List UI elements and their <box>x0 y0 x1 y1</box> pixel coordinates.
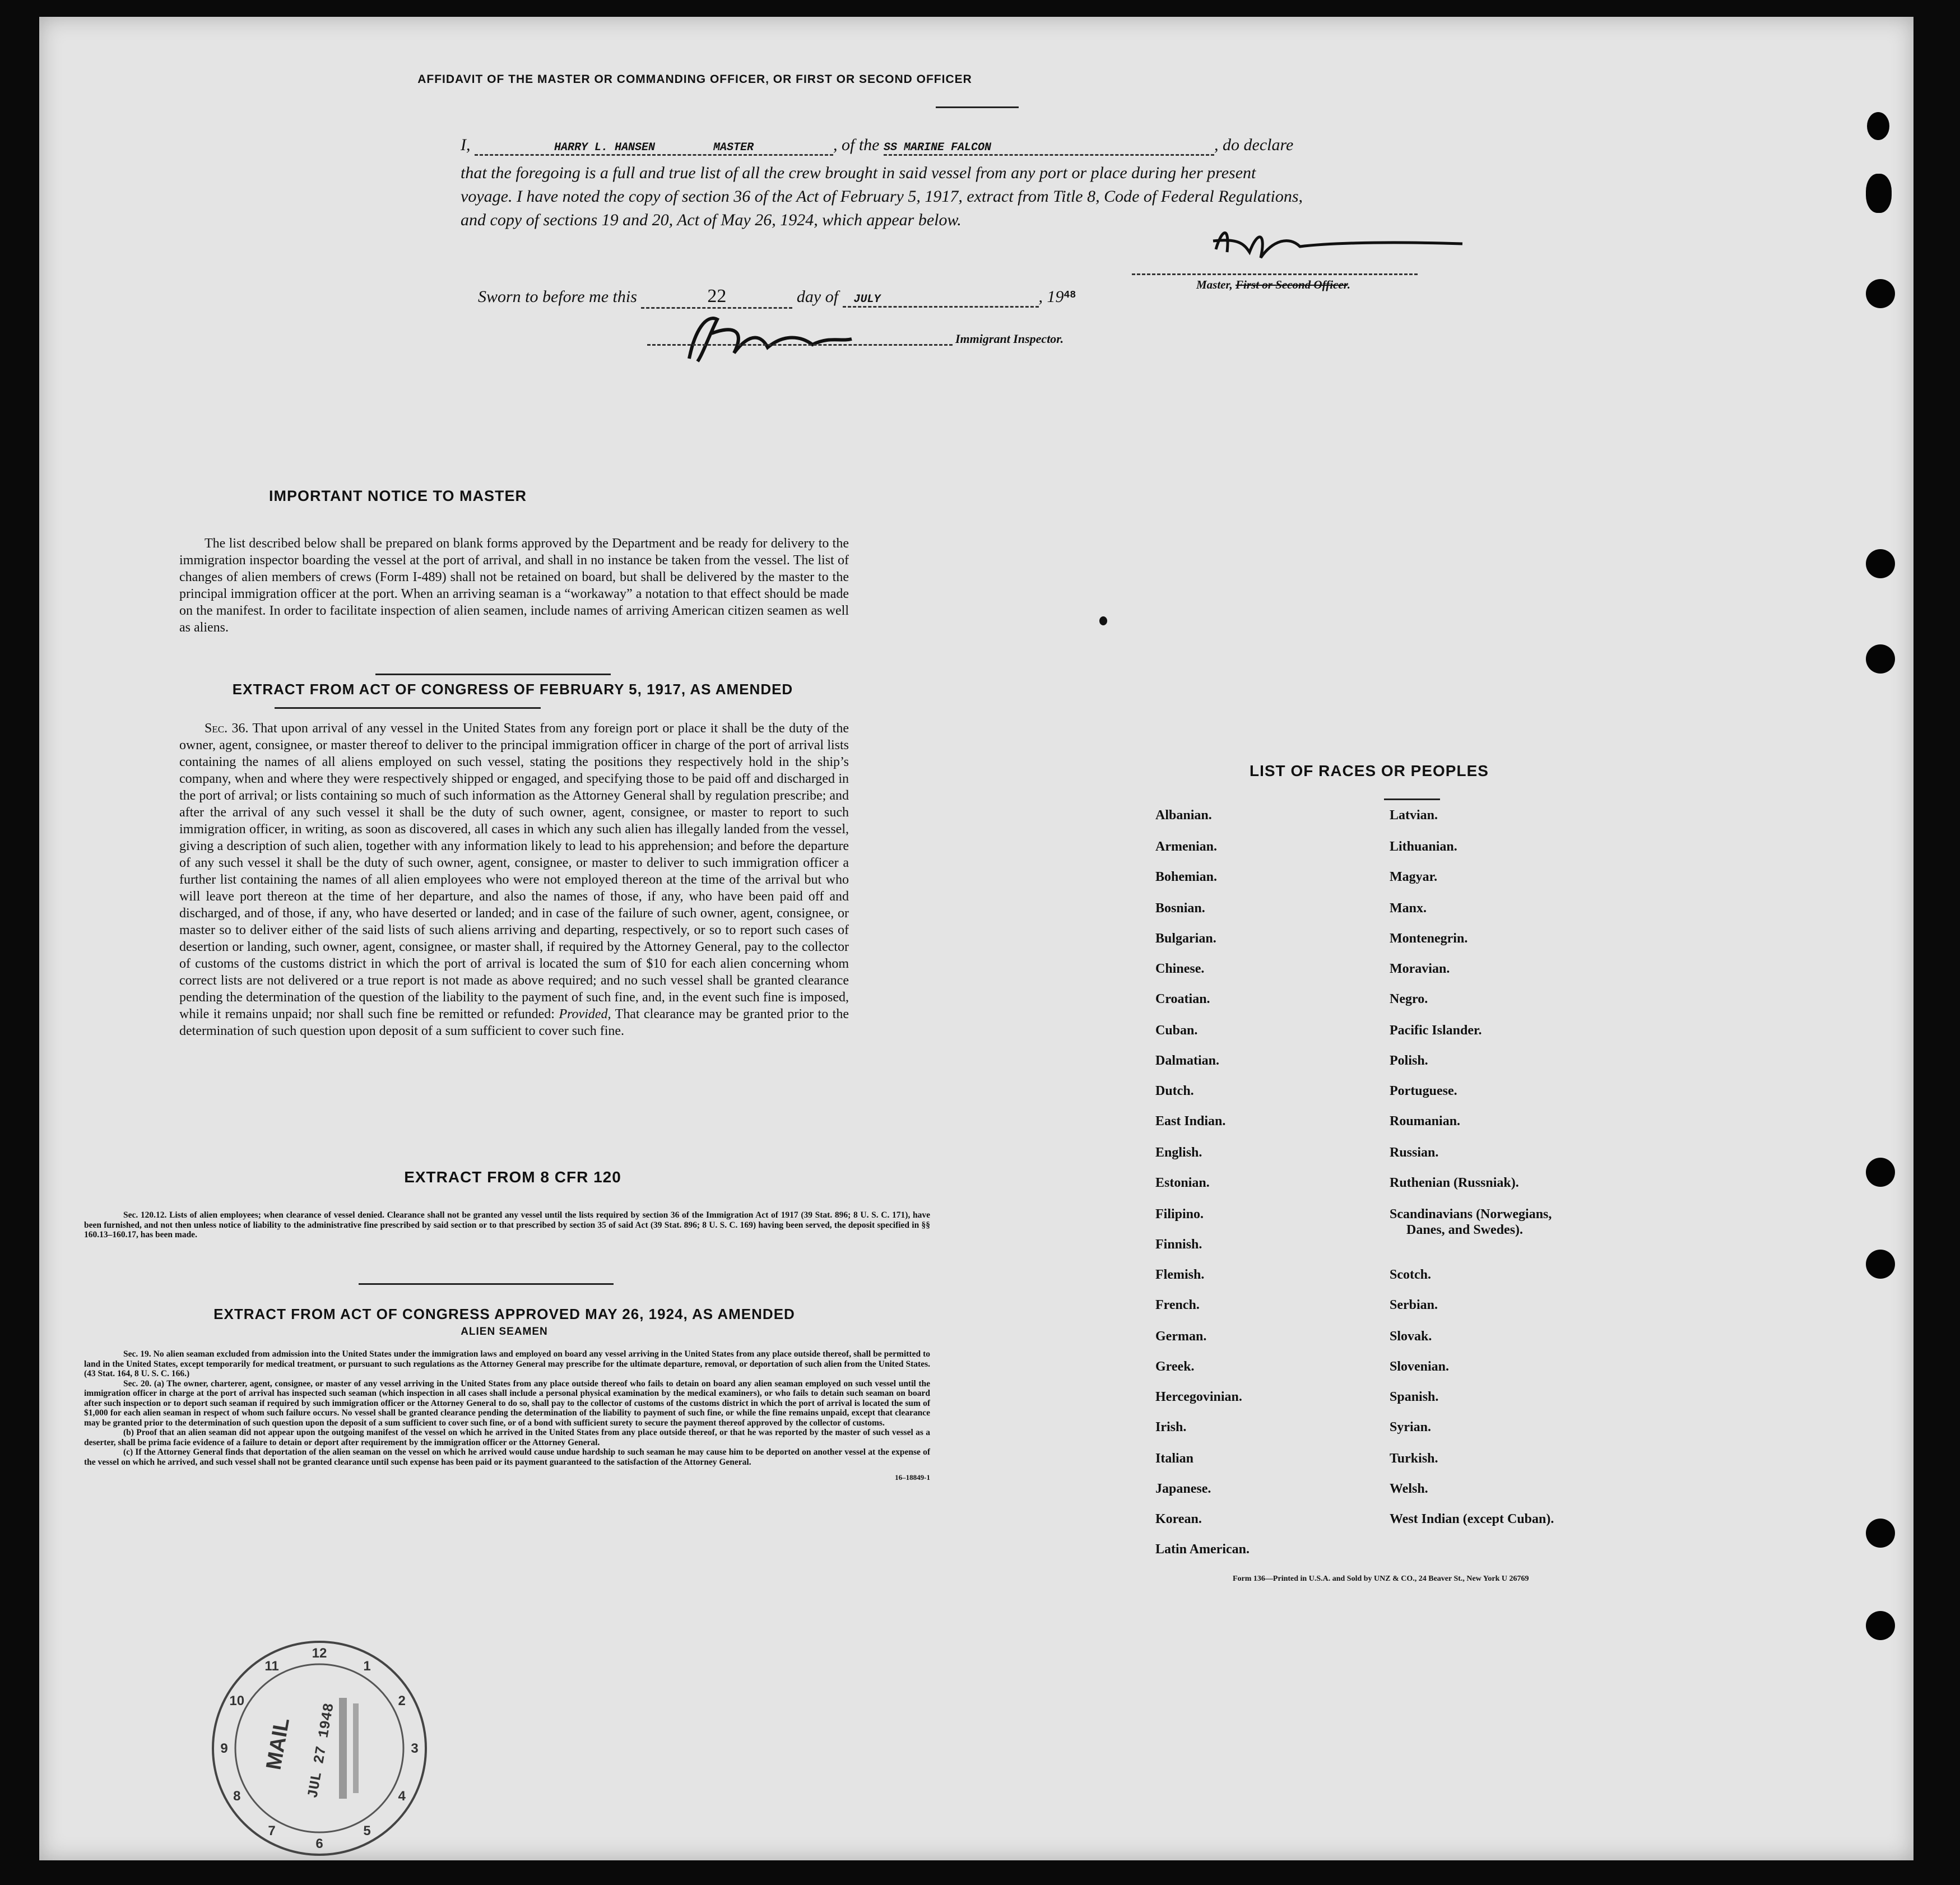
master-signature-line <box>1132 273 1418 275</box>
section-rule-2 <box>275 707 541 709</box>
race-item: German. <box>1155 1329 1207 1344</box>
ink-dot <box>1099 616 1107 625</box>
sec-20a: Sec. 20. (a) The owner, charterer, agent, consignee, or master of any vessel arriving in the United States from any place outside thereof who fails to detain on board any alien seaman employed on such vessel until the immigration officer in charge at the port of arrival has inspected such seaman (which inspection in all cases shall include a personal physical examination by the medical examiners), or who fails to detain such seaman on board after such inspection or to deport such seaman if required by such immigration officer or the Attorney General to do so, shall pay to the collector of customs of the customs district in which the port of arrival is located the sum of $1,000 for each alien seaman in respect of whom such failure occurs. No vessel shall be granted clearance pending the determination of the liability to payment of such fine, or while the fine remains unpaid, except that clearance may be granted prior to the determination of such question upon the deposit of a sum sufficient to cover such fine, or of a bond with sufficient surety to secure the payment thereof approved by the collector of customs. <box>84 1378 930 1428</box>
notice-text: The list described below shall be prepared on blank forms approved by the Department and be ready for delivery to the immigration inspector boarding the vessel at the port of arrival, and shall in no instance be taken from the vessel. The list of changes of alien members of crews (Form I-489) shall not be retained on board, but shall be delivered by the master to the principal immigration officer at the port. When an arriving seaman is a “workaway” a notation to that effect should be made on the manifest. In order to facilitate inspection of alien seamen, include names of arriving American citizen seamen as well as aliens. <box>179 536 849 635</box>
inspector-signature <box>656 308 969 370</box>
race-item: Slovak. <box>1390 1329 1432 1344</box>
race-item: Bohemian. <box>1155 870 1218 884</box>
declaration-line-4: and copy of sections 19 and 20, Act of May 26, 1924, which appear below. <box>461 211 962 229</box>
stamp-date: JUL 27 1948 <box>304 1702 338 1800</box>
extract-1917-text: Sec. 36. That upon arrival of any vessel in the United States from any foreign port or place it shall be the duty of the owner, agent, consignee, or master thereof to deliver to the principal immigration officer in charge of the port of arrival lists containing the names of all aliens employed on such vessel, stating the positions they respectively hold in the ship’s company, when and where they were respectively shipped or engaged, and specifying those to be paid off and discharged in the port of arrival; or lists containing so much of such information as the Attorney General shall by regulation prescribe; and after the arrival of any such vessel it shall be the duty of such owner, agent, consignee, or master to report to such immigration officer, in writing, as soon as discovered, all cases in which any such alien has illegally landed from the vessel, giving a description of such alien, together with any information likely to lead to his apprehension; and before the departure of any such vessel it shall be the duty of such owner, agent, consignee, or master to deliver to such immigration officer a further list containing the names of all alien employees who were not employed thereon at the time of the arrival but who will leave port thereon at the time of her departure, and also the names of those, if any, who have been paid off and discharged, and of those, if any, who have deserted or landed; and in case of the failure of such owner, agent, consignee, or master so to deliver either of the said lists of such aliens arriving and departing, respectively, or so to report such cases of desertion or landing, such owner, agent, consignee, or master shall, if required by the Attorney General, pay to the collector of customs of the customs district in which the port of arrival is located the sum of $10 for each alien concerning whom correct lists are not delivered or a true report is not made as above required; and no such vessel shall be granted clearance pending the determination of the question of the liability to the payment of such fine, and, in the event such fine is imposed, while it remains unpaid; nor shall such fine be remitted or refunded: Provided, That clearance may be granted prior to the determination of such question upon deposit of a sum sufficient to cover such fine. <box>179 721 849 1038</box>
declaration-line-1: I, HARRY L. HANSEN MASTER , of the SS MARINE FALCON , do declare <box>461 136 1293 156</box>
binder-hole <box>1866 279 1895 308</box>
race-item: Pacific Islander. <box>1390 1023 1482 1038</box>
mail-stamp <box>207 1636 431 1860</box>
stamp-number: 11 <box>264 1658 279 1674</box>
binder-hole <box>1866 1611 1895 1640</box>
race-item: Manx. <box>1390 901 1427 916</box>
race-item: Scandinavians (Norwegians, <box>1390 1207 1552 1222</box>
extract-cfr-text: Sec. 120.12. Lists of alien employees; when clearance of vessel denied. Clearance shall not be granted any vessel until the lists required by section 36 of the Immigration Act of 1917 (39 Stat. 896; 8 U. S. C. 171), have been furnished, and not then unless notice of liability to the administrative fine prescribed by said section or to that prescribed by section 35 of said Act (39 Stat. 896; 8 U. S. C. 169) having been served, the deposit specified in §§ 160.13–160.17, has been made. <box>84 1210 930 1239</box>
section-rule-1 <box>375 674 611 675</box>
master-signature <box>1160 219 1496 275</box>
race-item: Serbian. <box>1390 1298 1438 1312</box>
inspector-label: Immigrant Inspector. <box>955 332 1064 346</box>
race-item: Negro. <box>1390 992 1428 1006</box>
vessel-field <box>884 141 1214 156</box>
race-item: Filipino. <box>1155 1207 1204 1222</box>
master-rank: MASTER <box>713 141 754 154</box>
race-item: Montenegrin. <box>1390 931 1468 946</box>
race-item: Italian <box>1155 1451 1194 1466</box>
race-item: Dalmatian. <box>1155 1053 1219 1068</box>
race-item: Ruthenian (Russniak). <box>1390 1176 1519 1190</box>
stamp-number: 5 <box>363 1823 371 1839</box>
binder-hole <box>1866 1519 1895 1548</box>
race-item: West Indian (except Cuban). <box>1390 1512 1554 1526</box>
sworn-month: JULY <box>843 293 1039 308</box>
race-item: Slovenian. <box>1390 1359 1450 1374</box>
race-item: Roumanian. <box>1390 1114 1461 1129</box>
race-item: Cuban. <box>1155 1023 1198 1038</box>
binder-hole <box>1867 112 1889 140</box>
race-item: Moravian. <box>1390 962 1450 976</box>
stamp-number: 3 <box>411 1741 419 1756</box>
race-item: French. <box>1155 1298 1200 1312</box>
vessel-name: SS MARINE FALCON <box>884 141 992 154</box>
binder-hole <box>1866 1250 1895 1279</box>
race-item: Magyar. <box>1390 870 1438 884</box>
master-name: HARRY L. HANSEN <box>554 141 655 154</box>
race-item: English. <box>1155 1145 1202 1160</box>
sec-20c: (c) If the Attorney General finds that deportation of the alien seaman on the vessel on which he arrived would cause undue hardship to such seaman he may cause him to be deported on another vessel at the expense of the vessel on which he arrived, and such vessel shall not be granted clearance until such expense has been paid or its payment guaranteed to the satisfaction of the Attorney General. <box>84 1447 930 1467</box>
race-item: Syrian. <box>1390 1420 1432 1434</box>
race-item: Welsh. <box>1390 1482 1428 1496</box>
race-item: Danes, and Swedes). <box>1406 1223 1524 1237</box>
race-item: Albanian. <box>1155 808 1212 823</box>
race-item: Bulgarian. <box>1155 931 1216 946</box>
stamp-number: 8 <box>233 1789 241 1804</box>
print-code: 16–18849-1 <box>895 1473 930 1482</box>
race-item: Turkish. <box>1390 1451 1438 1466</box>
stamp-number: 6 <box>315 1836 323 1851</box>
master-signature-label: Master, First or Second Officer. <box>1196 278 1350 291</box>
race-item: Irish. <box>1155 1420 1187 1434</box>
stamp-number: 1 <box>363 1658 371 1674</box>
binder-hole <box>1866 174 1892 213</box>
stamp-number: 4 <box>398 1789 406 1804</box>
document-page <box>39 17 1913 1860</box>
race-item: Armenian. <box>1155 839 1217 854</box>
extract-cfr-title: EXTRACT FROM 8 CFR 120 <box>404 1168 621 1186</box>
stamp-number: 12 <box>312 1646 327 1661</box>
race-item: Finnish. <box>1155 1237 1202 1252</box>
race-item: Latin American. <box>1155 1542 1250 1557</box>
section-rule-3 <box>359 1283 614 1285</box>
stamp-number: 7 <box>268 1823 276 1839</box>
extract-1924-subtitle: ALIEN SEAMEN <box>461 1326 548 1338</box>
race-item: Spanish. <box>1390 1390 1439 1404</box>
races-title: LIST OF RACES OR PEOPLES <box>1250 762 1489 779</box>
stamp-mail-text: MAIL <box>262 1716 294 1772</box>
stamp-number: 10 <box>229 1693 245 1708</box>
stamp-number: 9 <box>220 1741 228 1756</box>
race-item: Lithuanian. <box>1390 839 1457 854</box>
race-item: Russian. <box>1390 1145 1439 1160</box>
binder-hole <box>1866 1158 1895 1187</box>
extract-1924-title: EXTRACT FROM ACT OF CONGRESS APPROVED MAY 26, 1924, AS AMENDED <box>213 1306 795 1322</box>
declaration-line-2: that the foregoing is a full and true list of all the crew brought in said vessel from any port or place during her present <box>461 164 1256 182</box>
notice-title: IMPORTANT NOTICE TO MASTER <box>269 487 527 504</box>
sworn-year: 48 <box>1063 290 1076 301</box>
binder-hole <box>1866 644 1895 674</box>
race-item: Hercegovinian. <box>1155 1390 1242 1404</box>
stamp-number: 2 <box>398 1693 406 1708</box>
race-item: Scotch. <box>1390 1268 1431 1282</box>
race-item: Croatian. <box>1155 992 1210 1006</box>
race-item: Greek. <box>1155 1359 1195 1374</box>
race-item: East Indian. <box>1155 1114 1226 1129</box>
race-item: Portuguese. <box>1390 1084 1457 1098</box>
races-title-rule <box>1384 798 1440 800</box>
affidavit-title: AFFIDAVIT OF THE MASTER OR COMMANDING OFFICER, OR FIRST OR SECOND OFFICER <box>417 73 972 86</box>
race-item: Japanese. <box>1155 1482 1211 1496</box>
race-item: Estonian. <box>1155 1176 1210 1190</box>
inspector-signature-line <box>647 344 953 346</box>
sworn-line: Sworn to before me this 22 day of JULY , $19^{48}$ <box>478 286 1076 309</box>
form-footer: Form 136—Printed in U.S.A. and Sold by UNZ & CO., 24 Beaver St., New York U 26769 <box>1233 1575 1529 1583</box>
title-rule <box>936 106 1019 108</box>
extract-1924-text <box>84 1349 930 1483</box>
race-item: Korean. <box>1155 1512 1202 1526</box>
race-item: Latvian. <box>1390 808 1438 823</box>
binder-hole <box>1866 549 1895 578</box>
sec-19: Sec. 19. No alien seaman excluded from admission into the United States under the immigration laws and employed on board any vessel arriving in the United States from any place outside thereof, shall be permitted to land in the United States, except temporarily for medical treatment, or pursuant to such regulations as the Attorney General may prescribe for the ultimate departure, removal, or deportation of such alien from the United States. (43 Stat. 164, 8 U. S. C. 166.) <box>84 1349 930 1378</box>
sec-20b: (b) Proof that an alien seaman did not appear upon the outgoing manifest of the vessel on which he arrived in the United States from any place outside thereof, or that he was reported by the master of such vessel as a deserter, shall be prima facie evidence of a failure to detain or deport after requirement by the immigration officer or the Attorney General. <box>84 1428 930 1447</box>
race-item: Bosnian. <box>1155 901 1205 916</box>
race-item: Dutch. <box>1155 1084 1194 1098</box>
race-item: Polish. <box>1390 1053 1428 1068</box>
race-item: Flemish. <box>1155 1268 1205 1282</box>
sworn-day: 22 <box>641 286 792 309</box>
declaration-line-3: voyage. I have noted the copy of section 36 of the Act of February 5, 1917, extract from Title 8, Code of Federal Regulations, <box>461 187 1303 206</box>
master-name-field <box>475 141 833 156</box>
race-item: Chinese. <box>1155 962 1205 976</box>
extract-1917-title: EXTRACT FROM ACT OF CONGRESS OF FEBRUARY 5, 1917, AS AMENDED <box>232 681 793 698</box>
